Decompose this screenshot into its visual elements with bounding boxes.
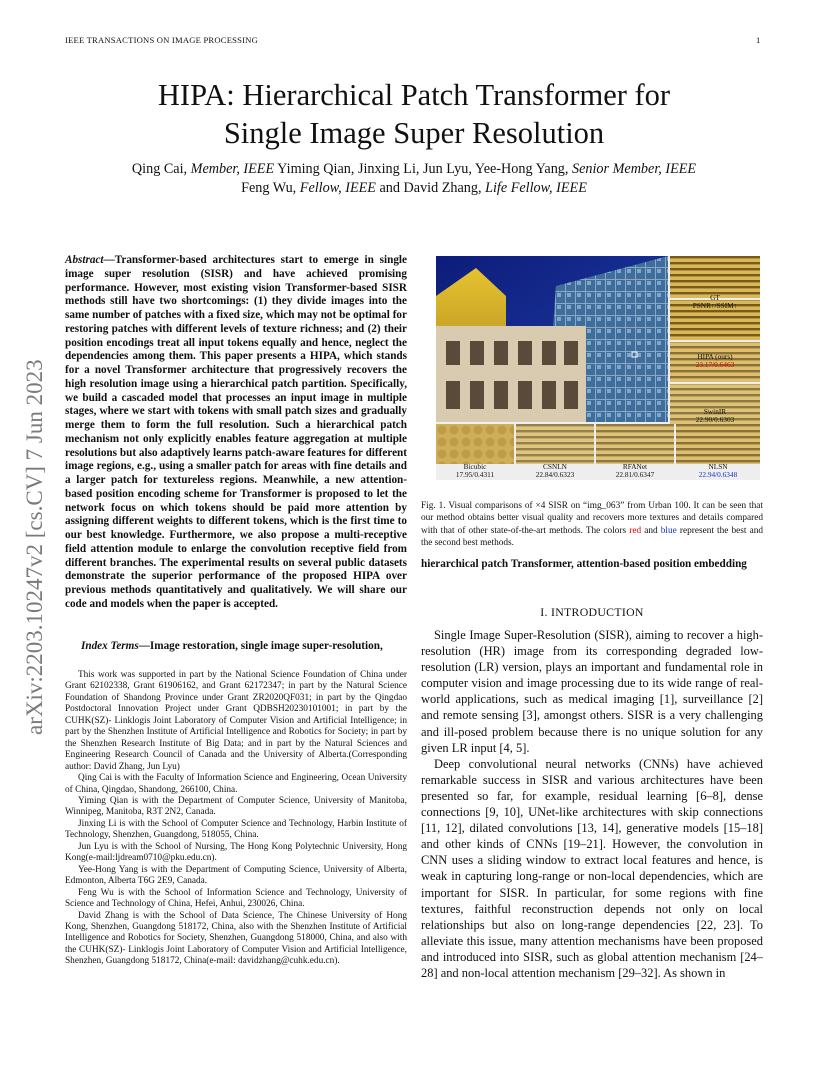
index-terms-lead: Index Terms	[81, 640, 139, 652]
paper-title	[0, 76, 828, 152]
label-swinir: SwinIR 22.90/0.6303	[695, 407, 735, 424]
footnote-funding: This work was supported in part by the National Science Foundation of China under Grant 62102338, Grant 61906162, and Grant 62172347; in part by the Natural Science Foundation of Shandong Province under Grant ZR2020QF031; in part by the Qingdao Postdoctoral Innovation Project under Grant QDBSH20230101001; in part by the CUHK(SZ)- Linklogis Joint Laboratory of Computer Vision and Artificial Intelligence; in part by the Shenzhen Institute of Artificial Intelligence and Robotics for Society; in part by the Shenzhen Research Institute of Big Data; and in part by the Natural Sciences and Engineering Research Council of Canada and the University of Alberta.(Corresponding author: David Zhang, Jun Lyu)	[65, 670, 407, 772]
paragraph: Single Image Super-Resolution (SISR), aiming to recover a high-resolution (HR) image from its corresponding degraded low-resolution (LR) version, plays an important and fundamental role in computer vision and image processing due to its wide range of real-world applications, such as medical imaging [1], surveillance [2] and remote sensing [3], amongst others. SISR is a very challenging and ill-posed problem because there is no unique solution for any given LR input [4, 5].	[421, 628, 763, 755]
footnote-affiliation: David Zhang is with the School of Data Science, The Chinese University of Hong Kong, Shenzhen, Guangdong 518172, China, also with the Shenzhen Institute of Artificial Intelligence and Robotics for Society, Shenzhen, Guangdong 518000, China, and also with the CUHK(SZ)- Linklogis Joint Laboratory of Computer Vision and Artificial Intelligence, Shenzhen, Guangdong 518172, China(e-mail: davidzhang@cuhk.edu.cn).	[65, 910, 407, 967]
section-title: INTRODUCTION	[551, 605, 644, 619]
author-list	[0, 160, 828, 198]
title-line-1: HIPA: Hierarchical Patch Transformer for	[157, 78, 671, 112]
authors-line-2: Feng Wu, Fellow, IEEE and David Zhang, Life Fellow, IEEE	[241, 180, 587, 196]
footnote-affiliation: Yiming Qian is with the Department of Computer Science, University of Manitoba, Winnipeg, Manitoba, R3T 2N2, Canada.	[65, 795, 407, 818]
index-terms	[65, 640, 407, 654]
authors-line-1: Qing Cai, Member, IEEE Yiming Qian, Jinxing Li, Jun Lyu, Yee-Hong Yang, Senior Member, IEEE	[131, 161, 697, 177]
footnote-affiliation: Feng Wu is with the School of Information Science and Technology, University of Science and Technology of China, Hefei, Anhui, 230026, China.	[65, 887, 407, 910]
label-rfanet: RFANet 22.81/0.6347	[615, 462, 655, 479]
abstract	[65, 254, 407, 612]
paragraph: Deep convolutional neural networks (CNNs) have achieved remarkable success in SISR and various architectures have been presented so far, for example, residual learning [6–8], dense connections [9, 10], UNet-like architectures with skip connections [11, 12], dilated convolutions [13, 14], generative models [15–18] and other kinds of CNNs [19–21]. However, the convolution in CNN uses a sliding window to extract local features and hence, is weak in capturing long-range or non-local dependencies, which are important for SISR. In particular, for some regions with fine textures, faithful reconstruction depends not only on local relationships but also on long-range dependencies [22, 23]. To alleviate this issue, many attention mechanisms have been proposed and introduced into SISR, such as global attention mechanism [24–28] and non-local attention mechanism [29–32]. As shown in	[421, 756, 763, 980]
label-csnln: CSNLN 22.84/0.6323	[535, 462, 575, 479]
intro-body	[421, 627, 763, 981]
label-hipa: HIPA (ours) 23.17/0.6463	[695, 352, 735, 369]
index-terms-continued: hierarchical patch Transformer, attention-based position embedding	[421, 558, 747, 570]
arxiv-stamp: arXiv:2203.10247v2 [cs.CV] 7 Jun 2023	[22, 359, 47, 735]
footnote-affiliation: Jun Lyu is with the School of Nursing, The Hong Kong Polytechnic University, Hong Kong(e-mail:ljdream0710@pku.edu.cn).	[65, 841, 407, 864]
figure-1-caption: Fig. 1. Visual comparisons of ×4 SISR on “img_063” from Urban 100. It can be seen that our method obtains better visual quality and recovers more textures and details compared with that of other state-of-the-art methods. The colors red and blue represent the best and the second best methods.	[421, 501, 763, 549]
abstract-text: —Transformer-based architectures start to emerge in single image super resolution (SISR) and have achieved promising performance. However, most existing vision Transformer-based SISR methods still have two shortcomings: (1) they divide images into the same number of patches with a fixed size, which may not be optimal for restoring patches with different levels of texture richness; and (2) their position encodings treat all input tokens equally and hence, neglect the dependencies among them. This paper presents a HIPA, which stands for a novel Transformer architecture that progressively recovers the high resolution image using a hierarchical patch partition. Specifically, we build a cascaded model that processes an input image in multiple stages, where we start with tokens with small patch sizes and gradually merge them to form the full resolution. Such a hierarchical patch mechanism not only explicitly enables feature aggregation at multiple resolutions but also adaptively learns patch-aware features for different image regions, e.g., using a smaller patch for areas with fine details and a larger patch for textureless regions. Meanwhile, a new attention-based position encoding scheme for Transformer is proposed to let the network focus on which tokens should be paid more attention by assigning different weights to different tokens, which is the first time to our best knowledge. Furthermore, we also propose a multi-receptive field attention module to enlarge the convolution receptive field from different branches. The experimental results on several public datasets demonstrate the superior performance of the proposed HIPA over previous methods quantitatively and qualitatively. We will share our code and models when the paper is accepted.	[65, 254, 407, 610]
footnote-affiliation: Yee-Hong Yang is with the Department of Computing Science, University of Alberta, Edmonton, Alberta T6G 2E9, Canada.	[65, 864, 407, 887]
footnote-affiliation: Jinxing Li is with the School of Computer Science and Technology, Harbin Institute of Technology, Shenzhen, Guangdong, 518055, China.	[65, 818, 407, 841]
running-header: IEEE TRANSACTIONS ON IMAGE PROCESSING	[65, 35, 258, 45]
title-line-2: Single Image Super Resolution	[223, 116, 605, 150]
index-terms-text: —Image restoration, single image super-resolution,	[138, 640, 383, 652]
label-bicubic: Bicubic 17.95/0.4311	[455, 462, 495, 479]
figure-1-image	[436, 256, 760, 480]
abstract-lead: Abstract	[65, 254, 104, 266]
label-nlsn: NLSN 22.94/0.6348	[698, 462, 738, 479]
label-gt: GT PSNR↑/SSIM↑	[692, 293, 738, 310]
section-heading: I. INTRODUCTION	[540, 605, 644, 619]
footnote-affiliation: Qing Cai is with the Faculty of Information Science and Engineering, Ocean University of China, Qingdao, Shandong, 266100, China.	[65, 773, 407, 795]
author-footnotes	[65, 670, 407, 968]
page-number: 1	[756, 35, 761, 45]
